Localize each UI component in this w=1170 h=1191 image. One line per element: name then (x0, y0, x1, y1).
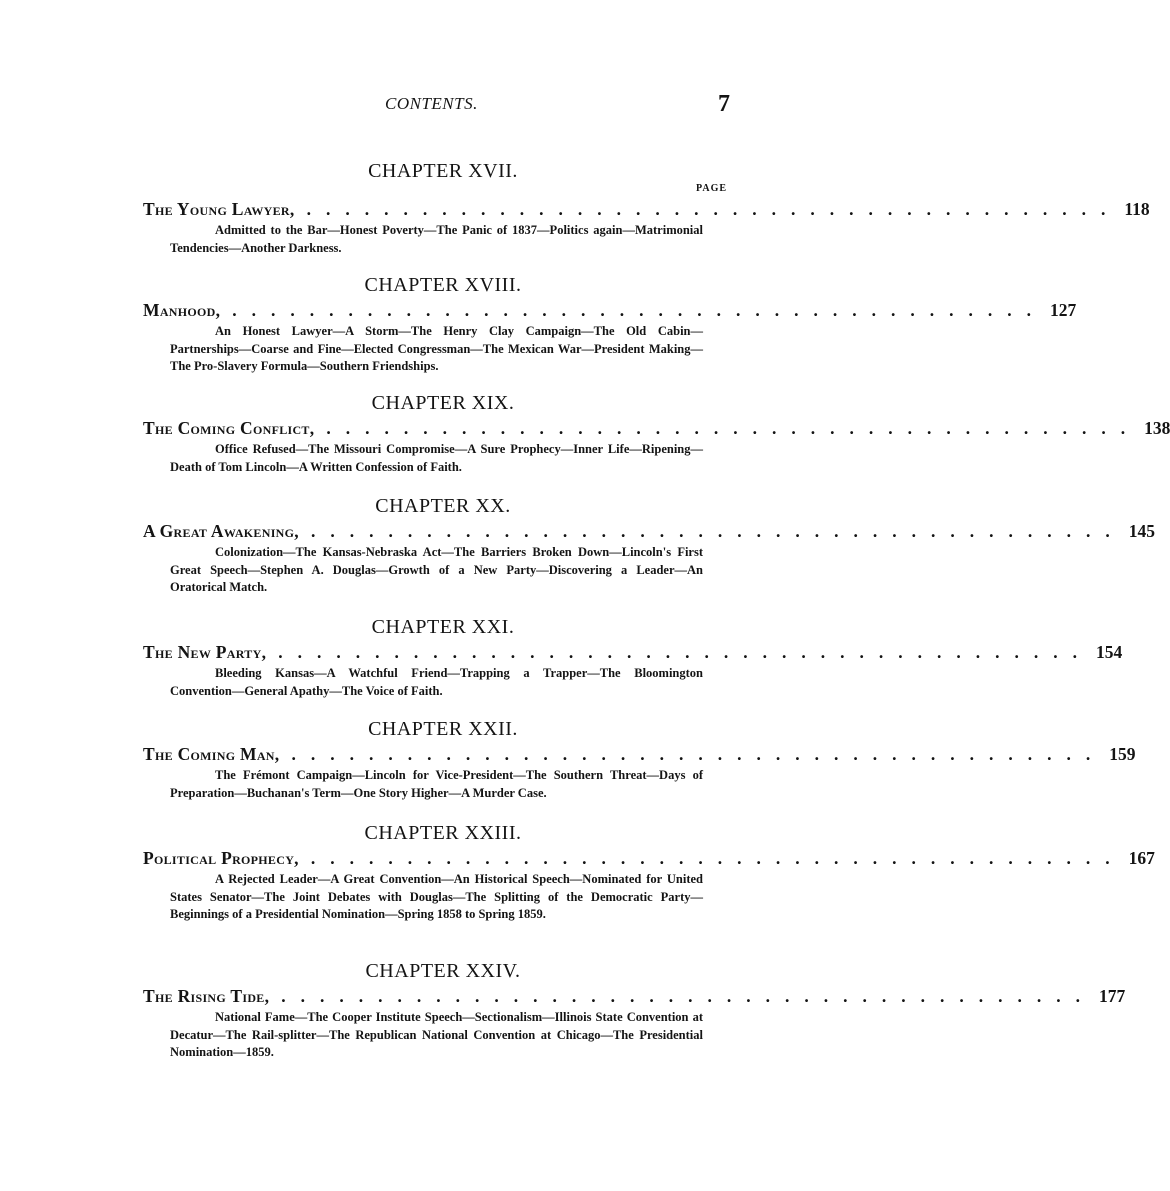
chapter-page-number[interactable]: 118 (1124, 199, 1150, 219)
chapter-page-number[interactable]: 167 (1128, 848, 1155, 868)
chapter-entry (143, 274, 1077, 376)
dot-leader: .......................................... (281, 986, 1096, 1006)
chapter-summary: Admitted to the Bar—Honest Poverty—The Panic of 1837—Politics again—Matrimonial Tendencies—Another Darkness. (170, 223, 703, 255)
chapter-page-number[interactable]: 127 (1050, 300, 1077, 320)
toc-entry-line[interactable] (143, 521, 1155, 543)
chapter-page-number[interactable]: 177 (1099, 986, 1126, 1006)
chapter-heading: CHAPTER XX. (375, 495, 511, 517)
chapter-entry (143, 495, 1155, 597)
toc-entry-line[interactable] (143, 300, 1077, 322)
chapter-title[interactable]: The Rising Tide, (143, 986, 270, 1006)
chapter-title[interactable]: The Young Lawyer, (143, 199, 295, 219)
chapter-page-number[interactable]: 154 (1096, 642, 1123, 662)
chapter-summary: National Fame—The Cooper Institute Speech—Sectionalism—Illinois State Convention at Decatur—The Rail-splitter—The Republican National Convention at Chicago—The Presidential Nomination—1859. (170, 1010, 703, 1060)
toc-entry-line[interactable] (143, 848, 1155, 870)
chapter-summary: The Frémont Campaign—Lincoln for Vice-President—The Southern Threat—Days of Preparation—Buchanan's Term—One Story Higher—A Murder Case. (170, 768, 703, 800)
chapter-page-number[interactable]: 159 (1109, 744, 1136, 764)
page-number: 7 (718, 91, 730, 117)
chapter-heading: CHAPTER XXI. (371, 616, 515, 638)
toc-entry-line[interactable] (143, 418, 1170, 440)
chapter-heading: CHAPTER XXIII. (364, 822, 522, 844)
chapter-summary: Office Refused—The Missouri Compromise—A Sure Prophecy—Inner Life—Ripening—Death of Tom Lincoln—A Written Confession of Faith. (170, 442, 703, 474)
chapter-title[interactable]: Manhood, (143, 300, 221, 320)
chapter-entry (143, 822, 1155, 924)
chapter-summary: An Honest Lawyer—A Storm—The Henry Clay Campaign—The Old Cabin—Partnerships—Coarse and Fine—Elected Congressman—The Mexican War—President Making—The Pro-Slavery Formula—Southern Friendships. (170, 324, 703, 374)
page-header (0, 91, 840, 124)
chapter-entry (143, 718, 1136, 802)
page-column-label: PAGE (696, 183, 728, 194)
running-head-title: CONTENTS. (385, 94, 478, 113)
dot-leader: .......................................... (326, 418, 1141, 438)
chapter-summary: A Rejected Leader—A Great Convention—An Historical Speech—Nominated for United States Senator—The Joint Debates with Douglas—The Splitting of the Democratic Party—Beginnings of a Presidential Nomination—Spring 1858 to Spring 1859. (170, 872, 703, 922)
toc-entry-line[interactable] (143, 642, 1123, 664)
dot-leader: .......................................... (291, 744, 1106, 764)
chapter-entry (143, 616, 1123, 700)
chapter-heading: CHAPTER XXIV. (365, 960, 521, 982)
toc-entry-line[interactable] (143, 199, 1150, 221)
dot-leader: .......................................... (232, 300, 1047, 320)
chapter-title[interactable]: Political Prophecy, (143, 848, 299, 868)
toc-entry-line[interactable] (143, 744, 1136, 766)
dot-leader: .......................................... (306, 199, 1121, 219)
chapter-heading: CHAPTER XIX. (371, 392, 515, 414)
chapter-title[interactable]: The Coming Man, (143, 744, 280, 764)
chapter-entry (143, 960, 1126, 1062)
chapter-heading: CHAPTER XVIII. (364, 274, 522, 296)
chapter-summary: Colonization—The Kansas-Nebraska Act—The Barriers Broken Down—Lincoln's First Great Speech—Stephen A. Douglas—Growth of a New Party—Discovering a Leader—An Oratorical Match. (170, 545, 703, 595)
toc-entry-line[interactable] (143, 986, 1126, 1008)
chapter-title[interactable]: The Coming Conflict, (143, 418, 315, 438)
dot-leader: .......................................... (278, 642, 1092, 662)
dot-leader: .......................................... (310, 848, 1125, 868)
chapter-title[interactable]: The New Party, (143, 642, 267, 662)
chapter-heading: CHAPTER XVII. (368, 160, 518, 182)
chapter-entry (143, 392, 1170, 476)
chapter-title[interactable]: A Great Awakening, (143, 521, 299, 541)
chapter-entry (143, 160, 1150, 257)
chapter-page-number[interactable]: 145 (1128, 521, 1155, 541)
dot-leader: .......................................... (310, 521, 1125, 541)
chapter-summary: Bleeding Kansas—A Watchful Friend—Trapping a Trapper—The Bloomington Convention—General Apathy—The Voice of Faith. (170, 666, 703, 698)
chapter-heading: CHAPTER XXII. (368, 718, 518, 740)
chapter-page-number[interactable]: 138 (1144, 418, 1170, 438)
